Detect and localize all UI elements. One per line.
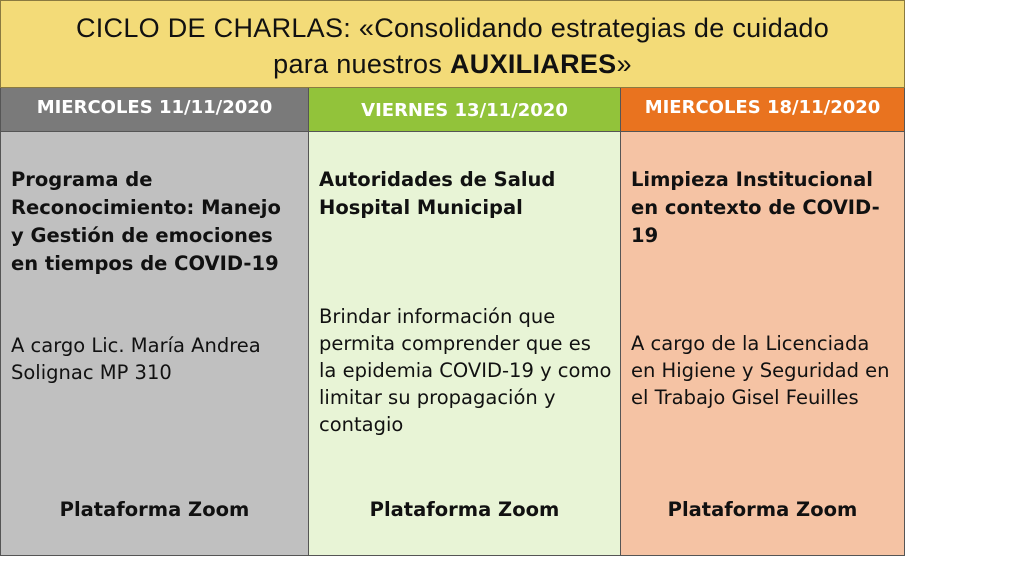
column-date-1: MIERCOLES 11/11/2020 — [1, 88, 308, 132]
title-text-2: para nuestros — [273, 49, 450, 79]
column-body-3 — [621, 132, 904, 555]
talk-platform-3: Plataforma Zoom — [667, 498, 858, 521]
talk-column-3 — [621, 88, 905, 556]
column-date-2: VIERNES 13/11/2020 — [309, 88, 620, 132]
talk-description-2: Brindar información que permita comprender que es la epidemia COVID-19 y como limitar su propagación y contagio — [319, 305, 612, 436]
talk-column-2 — [309, 88, 621, 556]
title-text-1: CICLO DE CHARLAS: «Consolidando estrategias de cuidado — [75, 13, 830, 43]
talk-platform-1: Plataforma Zoom — [59, 498, 250, 521]
column-body-1 — [1, 132, 308, 555]
title-line-1 — [1, 10, 904, 46]
column-date-3: MIERCOLES 18/11/2020 — [621, 88, 904, 132]
talk-column-1 — [0, 88, 309, 556]
title-end-text: » — [616, 49, 632, 79]
talk-description-3: A cargo de la Licenciada en Higiene y Seguridad en el Trabajo Gisel Feuilles — [631, 332, 890, 409]
talk-platform-2: Plataforma Zoom — [369, 498, 560, 521]
column-body-2 — [309, 132, 620, 555]
page-title — [0, 0, 905, 88]
title-line-2 — [1, 46, 904, 82]
talk-topic-3: Limpieza Institucional en contexto de COVID-19 — [631, 168, 880, 247]
title-bold-text: AUXILIARES — [449, 49, 617, 79]
talk-topic-1: Programa de Reconocimiento: Manejo y Gestión de emociones en tiempos de COVID-19 — [11, 168, 281, 275]
talk-topic-2: Autoridades de Salud Hospital Municipal — [319, 168, 556, 219]
talk-description-1: A cargo Lic. María Andrea Solignac MP 310 — [11, 334, 261, 384]
